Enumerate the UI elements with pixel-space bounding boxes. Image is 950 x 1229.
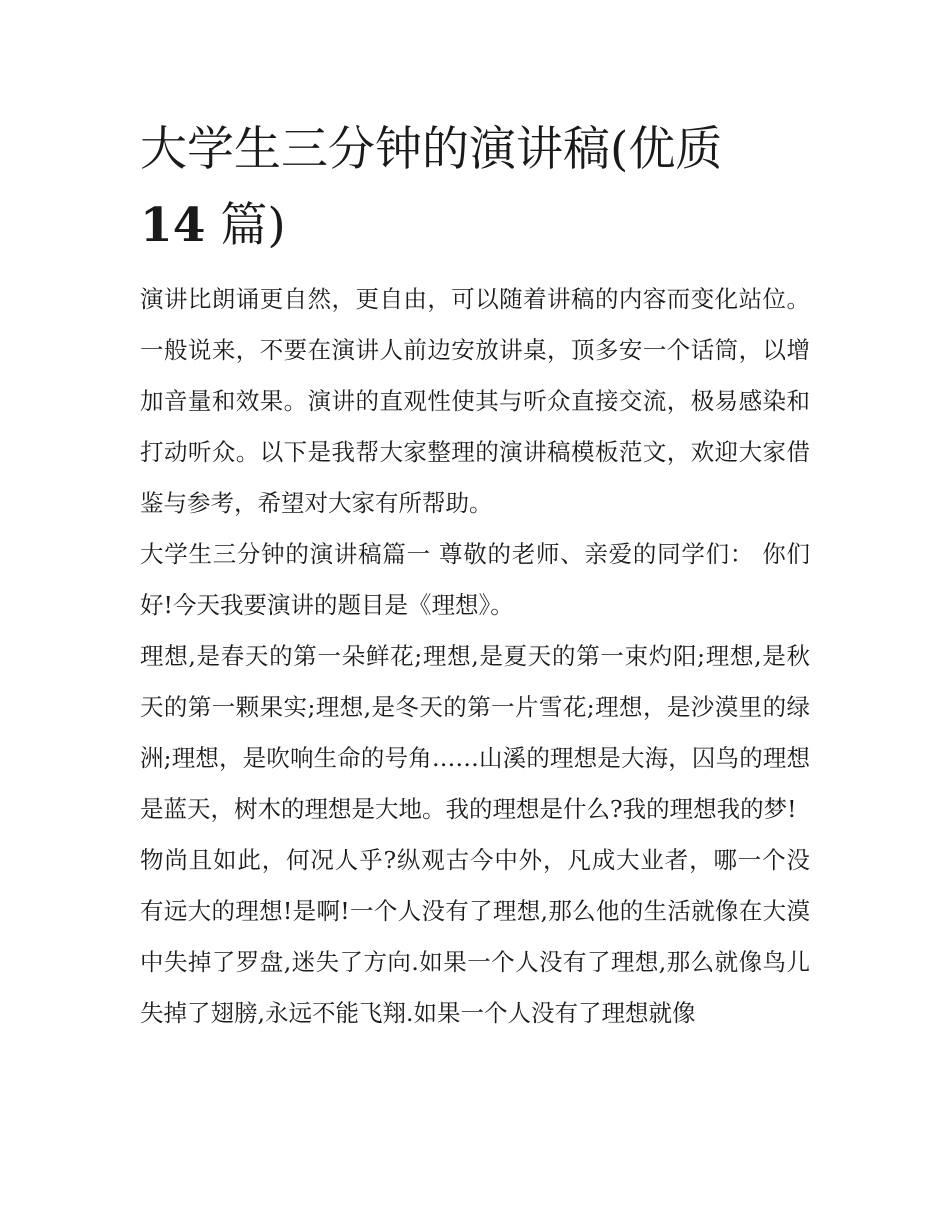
document-title: [140, 112, 810, 264]
document-page: [140, 112, 810, 1039]
paragraph-ideal: 理想,是春天的第一朵鲜花;理想,是夏天的第一束灼阳;理想,是秋天的第一颗果实;理想,是冬天的第一片雪花;理想，是沙漠里的绿洲;理想，是吹响生命的号角……山溪的理想是大海，囚鸟的理想是蓝天，树木的理想是大地。我的理想是什么?我的理想我的梦!: [140, 642, 810, 823]
paragraph-reflection: 物尚且如此，何况人乎?纵观古今中外，凡成大业者，哪一个没有远大的理想!是啊!一个人没有了理想,那么他的生活就像在大漠中失掉了罗盘,迷失了方向.如果一个人没有了理想,那么就像鸟儿失掉了翅膀,永远不能飞翔.如果一个人没有了理想就像: [140, 846, 810, 1027]
paragraph-greeting: 大学生三分钟的演讲稿篇一 尊敬的老师、亲爱的同学们： 你们好!今天我要演讲的题目是《理想》。: [140, 540, 810, 619]
title-line-1: 大学生三分钟的演讲稿(优质: [140, 122, 723, 177]
paragraph-intro: 演讲比朗诵更自然，更自由，可以随着讲稿的内容而变化站位。一般说来，不要在演讲人前边安放讲桌，顶多安一个话筒，以增加音量和效果。演讲的直观性使其与听众直接交流，极易感染和打动听众。以下是我帮大家整理的演讲稿模板范文，欢迎大家借鉴与参考，希望对大家有所帮助。: [140, 285, 810, 517]
title-number: 14: [140, 198, 206, 253]
title-line-2: 篇): [205, 198, 286, 253]
